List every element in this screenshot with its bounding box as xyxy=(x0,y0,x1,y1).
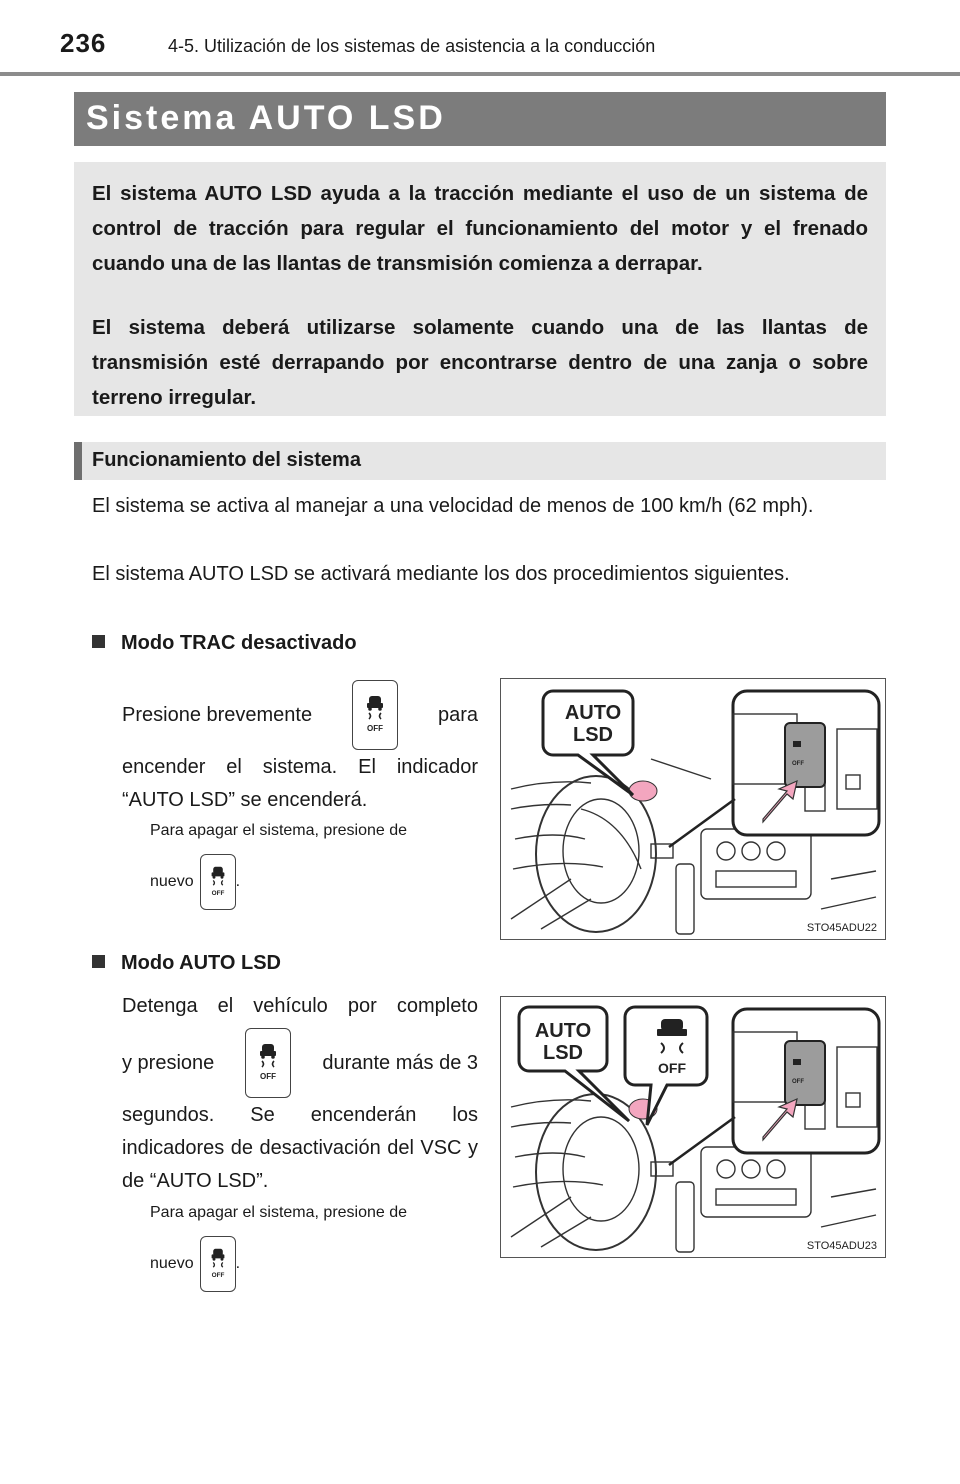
mode-2-note-line: Para apagar el sistema, presione de xyxy=(150,1204,408,1221)
intro-paragraph: El sistema deberá utilizarse solamente cuando una de las llantas de transmisión esté derrapando por encontrarse dentro de una zanja o sobre terreno irregular. xyxy=(92,316,868,409)
mode-heading-text: Modo TRAC desactivado xyxy=(121,632,357,654)
callout-lsd: LSD xyxy=(573,724,613,746)
callout-vsc-off: OFF xyxy=(658,1060,686,1076)
subsection-heading: Funcionamiento del sistema xyxy=(92,449,361,471)
svg-text:OFF: OFF xyxy=(211,1271,224,1279)
instruction-text: para xyxy=(437,703,478,726)
mode-heading-trac-off xyxy=(92,632,357,655)
mode-heading-text: Modo AUTO LSD xyxy=(121,952,281,974)
note-text: nuevo xyxy=(150,1255,194,1272)
vsc-off-button-icon xyxy=(200,854,236,910)
instruction-text: Presione brevemente xyxy=(122,703,313,726)
mode-1-note-line: Para apagar el sistema, presione de xyxy=(150,822,408,839)
callout-auto: AUTO xyxy=(564,702,622,724)
running-head: 4-5. Utilización de los sistemas de asistencia a la conducción xyxy=(168,36,656,56)
square-bullet-icon xyxy=(92,635,105,648)
instruction-line xyxy=(122,990,478,1023)
note-text: . xyxy=(235,1255,241,1272)
square-bullet-icon xyxy=(92,955,105,968)
vsc-off-button-icon xyxy=(245,1028,291,1098)
instruction-text: segundos. Se encenderán los indicadores de desactivación del VSC y de “AUTO LSD”. xyxy=(122,1104,478,1192)
header-rule xyxy=(0,72,960,76)
page-number: 236 xyxy=(60,28,107,58)
mode-1-note xyxy=(150,854,240,910)
figure-label: STO45ADU22 xyxy=(806,922,877,934)
body-paragraph: El sistema AUTO LSD se activará mediante los dos procedimientos siguientes. xyxy=(92,563,790,585)
subsection-accent xyxy=(74,442,82,480)
svg-text:OFF: OFF xyxy=(792,761,804,767)
instruction-text: encender el sistema. El indicador “AUTO LSD” se encenderá. xyxy=(122,756,478,811)
figure-auto-lsd xyxy=(500,996,886,1258)
vsc-off-button-icon xyxy=(200,1236,236,1292)
note-text: . xyxy=(235,873,241,890)
svg-text:OFF: OFF xyxy=(211,889,224,897)
svg-text:OFF: OFF xyxy=(260,1072,277,1081)
svg-text:OFF: OFF xyxy=(367,724,384,733)
figure-label: STO45ADU23 xyxy=(806,1240,877,1252)
mode-2-note xyxy=(150,1236,240,1292)
body-paragraph: El sistema se activa al manejar a una velocidad de menos de 100 km/h (62 mph). xyxy=(92,495,814,517)
mode-1-instruction xyxy=(122,675,478,817)
mode-heading-auto-lsd xyxy=(92,952,281,975)
instruction-text: y presione xyxy=(122,1051,215,1074)
callout-auto: AUTO xyxy=(534,1020,592,1042)
svg-text:OFF: OFF xyxy=(792,1079,804,1085)
section-title: Sistema AUTO LSD xyxy=(86,99,446,137)
figure-trac-off xyxy=(500,678,886,940)
instruction-text: durante más de 3 xyxy=(322,1051,478,1074)
intro-paragraph: El sistema AUTO LSD ayuda a la tracción mediante el uso de un sistema de control de tracción para regular el funcionamiento del motor y el frenado cuando una de las llantas de transmisión comienza a derrapar. xyxy=(92,182,868,275)
callout-lsd: LSD xyxy=(543,1042,583,1064)
vsc-off-button-icon xyxy=(352,680,398,750)
mode-2-instruction xyxy=(122,990,478,1198)
note-text: nuevo xyxy=(150,873,194,890)
instruction-text: Detenga el vehículo por completo xyxy=(122,995,478,1017)
